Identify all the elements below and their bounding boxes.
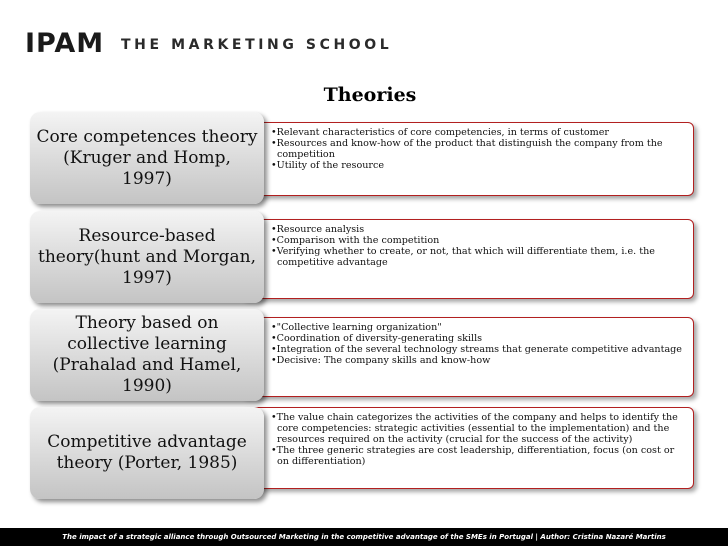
detail-item: • Utility of the resource [271, 160, 685, 171]
detail-item: • Coordination of diversity-generating skills [271, 333, 685, 344]
detail-item: • Integration of the several technology streams that generate competitive advantage [271, 344, 685, 355]
logo-mark: IPAM [25, 28, 105, 59]
theory-details [240, 219, 694, 299]
theory-name-box: Core competences theory (Kruger and Homp, 1997) [30, 112, 264, 204]
theory-row [0, 112, 728, 202]
detail-item: • Resource analysis [271, 224, 685, 235]
theory-row [0, 407, 728, 497]
logo-tagline: THE MARKETING SCHOOL [121, 37, 393, 53]
detail-list [271, 224, 685, 268]
theory-details [240, 317, 694, 397]
theory-row [0, 211, 728, 301]
page-title: Theories [323, 84, 417, 106]
detail-item: • The value chain categorizes the activities of the company and helps to identify the core competencies: strategic activities (essential to the implementation) and the resources required on the activity (crucial for the success of the activity) [271, 412, 685, 445]
detail-item: • The three generic strategies are cost leadership, differentiation, focus (on cost or on differentiation) [271, 445, 685, 467]
detail-item: • "Collective learning organization" [271, 322, 685, 333]
theory-name-box: Competitive advantage theory (Porter, 1985) [30, 407, 264, 499]
theory-details [240, 407, 694, 489]
theory-name-box: Resource-based theory(hunt and Morgan, 1997) [30, 211, 264, 303]
detail-list [271, 127, 685, 171]
detail-item: • Comparison with the competition [271, 235, 685, 246]
detail-item: • Decisive: The company skills and know-how [271, 355, 685, 366]
theory-name-box: Theory based on collective learning (Prahalad and Hamel, 1990) [30, 309, 264, 401]
theory-row [0, 309, 728, 399]
detail-item: • Verifying whether to create, or not, that which will differentiate them, i.e. the competitive advantage [271, 246, 685, 268]
footer-bar: The impact of a strategic alliance through Outsourced Marketing in the competitive advantage of the SMEs in Portugal | Author: Cristina Nazaré Martins [0, 528, 728, 546]
detail-list [271, 412, 685, 467]
detail-list [271, 322, 685, 366]
detail-item: • Resources and know-how of the product that distinguish the company from the competition [271, 138, 685, 160]
detail-item: • Relevant characteristics of core competencies, in terms of customer [271, 127, 685, 138]
theory-details [240, 122, 694, 196]
